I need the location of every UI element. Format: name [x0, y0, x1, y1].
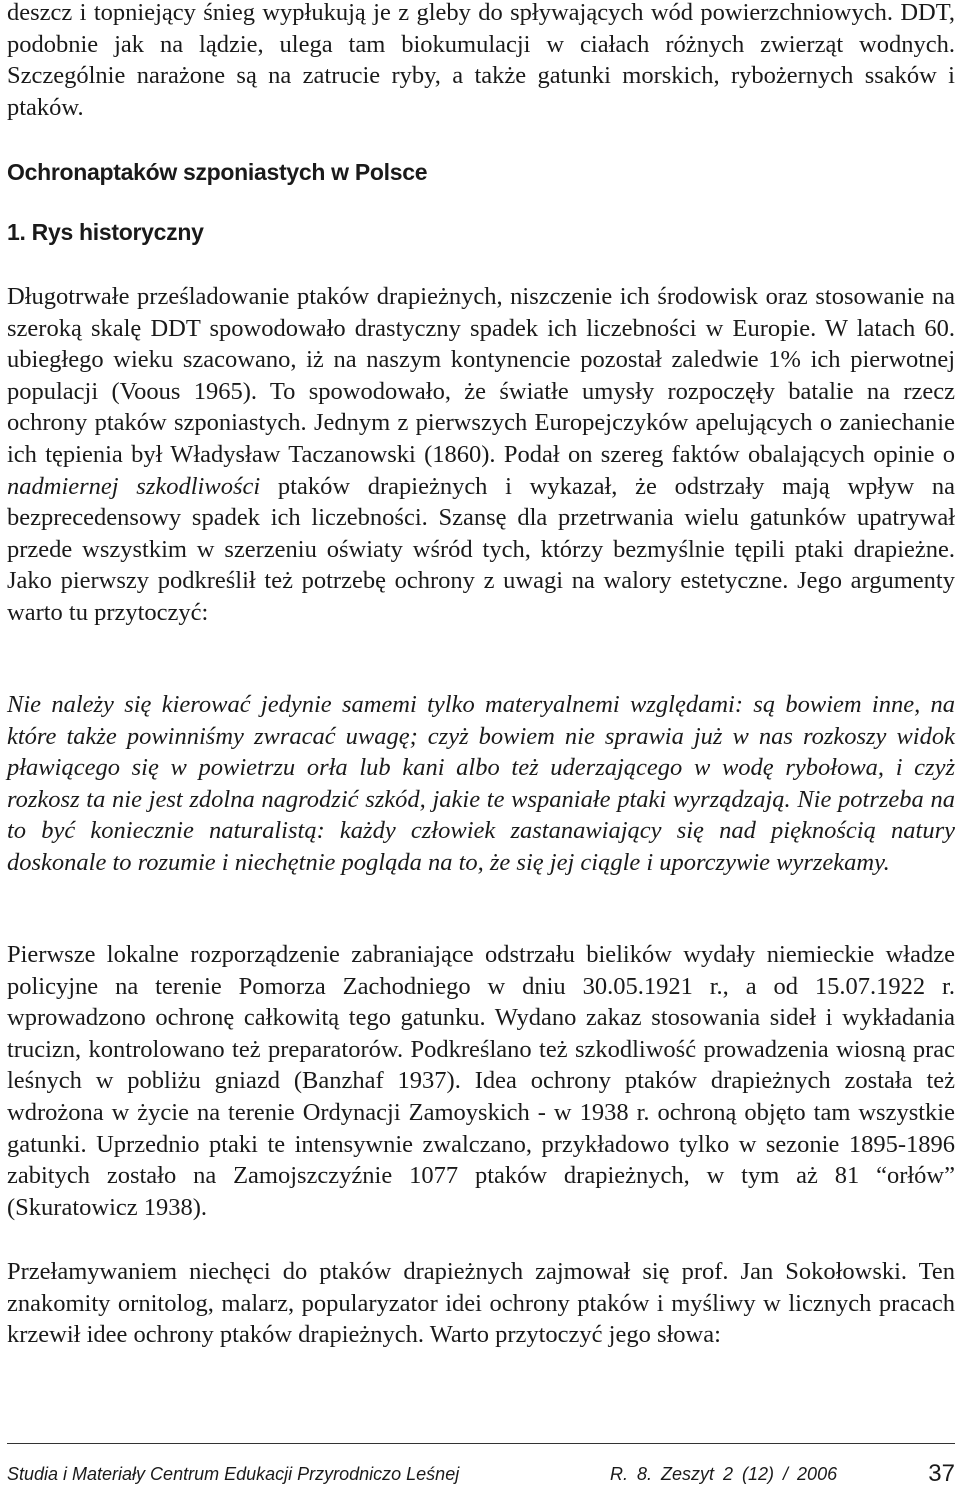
- paragraph-history: [7, 281, 955, 629]
- paragraph-regulations: Pierwsze lokalne rozporządzenie zabraniające odstrzału bielików wydały niemieckie władze policyjne na terenie Pomorza Zachodniego w dniu 30.05.1921 r., a od 15.07.1922 r. wprowadzono ochronę całkowitą tego gatunku. Wydano zakaz stosowania sideł i wykładania trucizn, kontrolowano też preparatorów. Podkreślano też szkodliwość prowadzenia wiosną prac leśnych w pobliżu gniazd (Banzhaf 1937). Idea ochrony ptaków drapieżnych została też wdrożona w życie na terenie Ordynacji Zamoyskich - w 1938 r. ochroną objęto tam wszystkie gatunki. Uprzednio ptaki te intensywnie zwalczano, przykładowo tylko w sezonie 1895-1896 zabitych zostało na Zamojszczyźnie 1077 ptaków drapieżnych, w tym aż 81 “orłów” (Skuratowicz 1938).: [7, 941, 955, 1221]
- paragraph-sokolowski: Przełamywaniem niechęci do ptaków drapieżnych zajmował się prof. Jan Sokołowski. Ten znakomity ornitolog, malarz, popularyzator idei ochrony ptaków i myśliwy w licznych pracach krzewił idee ochrony ptaków drapieżnych. Warto przytoczyć jego słowa:: [7, 1258, 955, 1349]
- paragraph-history-italic: nadmiernej szkodliwości: [7, 472, 261, 500]
- page-number: 37: [928, 1460, 955, 1487]
- quote-taczanowski: Nie należy się kierować jedynie samemi tylko materyalnemi względami: są bowiem inne, na które także powinniśmy zwracać uwagę; czyż bowiem nie sprawia już w nas rozkoszy widok pławiącego się w powietrzu orła lub kani albo też uderzającego w wodę rybołowa, i czyż rozkosz ta nie jest zdolna nagrodzić szkód, jakie te wspaniałe ptaki wyrządzają. Nie potrzeba na to być koniecznie naturalistą: każdy człowiek zastanawiający się nad pięknością natury doskonale to rozumie i niechętnie pogląda na to, że się jej ciągle i uporczywie wyrzekamy.: [7, 691, 955, 876]
- footer-journal-title: Studia i Materiały Centrum Edukacji Przyrodniczo Leśnej: [7, 1464, 460, 1484]
- paragraph-history-text-b: ptaków drapieżnych i wykazał, że odstrzały mają wpływ na bezprecedensowy spadek ich liczebności. Szansę dla przetrwania wielu gatunków upatrywał przede wszystkim w szerzeniu oświaty wśród tych, którzy bezmyślnie tępili ptaki drapieżne. Jako pierwszy podkreślił też potrzebę ochrony z uwagi na walory estetyczne. Jego argumenty warto tu przytoczyć:: [7, 472, 955, 626]
- subsection-heading: 1. Rys historyczny: [7, 219, 204, 245]
- page-footer: [7, 1460, 955, 1490]
- paragraph-history-text-a: Długotrwałe prześladowanie ptaków drapieżnych, niszczenie ich środowisk oraz stosowanie na szeroką skalę DDT spowodowało drastyczny spadek ich liczebności w Europie. W latach 60. ubiegłego wieku szacowano, iż na naszym kontynencie pozostał zaledwie 1% ich pierwotnej populacji (Voous 1965). To spowodowało, że światłe umysły rozpoczęły batalie na rzecz ochrony ptaków szponiastych. Jednym z pierwszych Europejczyków apelujących o zaniechanie ich tępienia był Władysław Taczanowski (1860). Podał on szereg faktów obalających opinie o: [7, 283, 955, 468]
- footer-issue: R. 8. Zeszyt 2 (12) / 2006: [610, 1464, 838, 1484]
- footer-divider: [7, 1443, 955, 1444]
- top-paragraph: deszcz i topniejący śnieg wypłukują je z gleby do spływających wód powierzchniowych. DDT, podobnie jak na lądzie, ulega tam biokumulacji w ciałach różnych zwierząt wodnych. Szczególnie narażone są na zatrucie ryby, a także gatunki morskich, rybożernych ssaków i ptaków.: [7, 0, 955, 121]
- section-heading: Ochronaptaków szponiastych w Polsce: [7, 159, 428, 185]
